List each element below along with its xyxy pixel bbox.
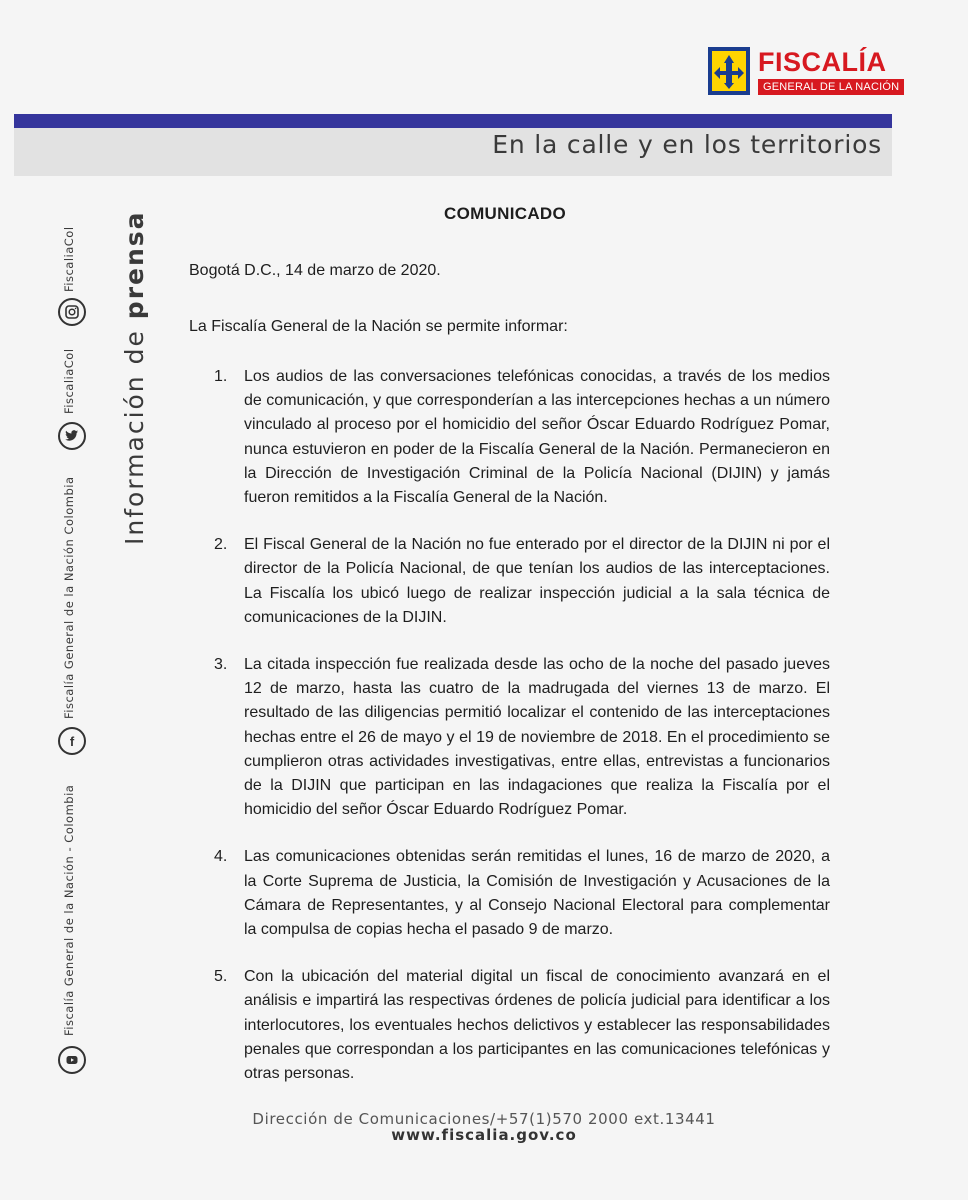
- twitter-icon[interactable]: [58, 422, 86, 450]
- document-title: COMUNICADO: [444, 204, 566, 223]
- item-number: 3.: [214, 656, 228, 674]
- youtube-icon[interactable]: [58, 1046, 86, 1074]
- instagram-handle: FiscaliaCol: [62, 226, 76, 292]
- facebook-page: Fiscalía General de la Nación Colombia: [62, 476, 76, 719]
- item-text: Los audios de las conversaciones telefónicas conocidas, a través de los medios de comunicación, y que corresponderían a las intercepciones hechas a un número vinculado al proceso por el homicidio del señor Óscar Eduardo Rodríguez Pomar, nunca estuvieron en poder de la Fiscalía General de la Nación. Permanecieron en la Dirección de Investigación Criminal de la Policía Nacional (DIJIN) y jamás fueron remitidos a la Fiscalía General de la Nación.: [244, 368, 830, 507]
- facebook-icon[interactable]: f: [58, 727, 86, 755]
- date-line: Bogotá D.C., 14 de marzo de 2020.: [189, 262, 441, 279]
- coat-of-arms-icon: [708, 47, 750, 95]
- list-item: [214, 653, 830, 822]
- item-number: 1.: [214, 368, 228, 385]
- twitter-handle: FiscaliaCol: [62, 348, 76, 414]
- instagram-icon[interactable]: [58, 298, 86, 326]
- item-number: 4.: [214, 848, 228, 866]
- logo-subtitle: GENERAL DE LA NACIÓN: [758, 79, 904, 95]
- press-label-bold: prensa: [120, 210, 149, 320]
- item-text: Con la ubicación del material digital un fiscal de conocimiento avanzará en el análisis e impartirá las respectivas órdenes de policía judicial para identificar a los interlocutores, los eventuales hechos delictivos y establecer las responsabilidades penales que correspondan a los participantes en las comunicaciones telefónicas y otras personas.: [244, 968, 830, 1083]
- list-item: [214, 845, 830, 942]
- list-item: [214, 965, 830, 1086]
- list-item: [214, 533, 830, 630]
- item-text: Las comunicaciones obtenidas serán remitidas el lunes, 16 de marzo de 2020, a la Corte Suprema de Justicia, la Comisión de Investigación y Acusaciones de la Cámara de Representantes, y al Consejo Nacional Electoral para complementar la compulsa de copias hecha el pasado 9 de marzo.: [244, 848, 830, 939]
- item-text: La citada inspección fue realizada desde las ocho de la noche del pasado jueves 12 de marzo, hasta las cuatro de la madrugada del viernes 13 de marzo. El resultado de las diligencias permitió localizar el contenido de las interceptaciones hechas entre el 26 de mayo y el 19 de noviembre de 2018. En el procedimiento se cumplieron otras actividades investigativas, entre ellas, entrevistas a funcionarios de la DIJIN que participan en las indagaciones que realiza la Fiscalía por el homicidio del señor Óscar Eduardo Rodríguez Pomar.: [244, 656, 830, 819]
- press-label-light: Información de: [120, 319, 149, 545]
- item-number: 2.: [214, 536, 228, 554]
- press-sidebar: [0, 0, 160, 1200]
- banner-slogan: En la calle y en los territorios: [492, 130, 882, 159]
- press-label: [120, 210, 149, 545]
- logo-name: FISCALÍA: [758, 47, 887, 77]
- youtube-channel: Fiscalía General de la Nación - Colombia: [62, 784, 76, 1036]
- footer-website[interactable]: www.fiscalia.gov.co: [391, 1126, 577, 1144]
- item-number: 5.: [214, 968, 228, 986]
- intro-line: La Fiscalía General de la Nación se permite informar:: [189, 318, 568, 335]
- fiscalia-logo: [708, 47, 904, 95]
- list-item: [214, 365, 830, 510]
- item-text: El Fiscal General de la Nación no fue enterado por el director de la DIJIN ni por el director de la Policía Nacional, de que tenían los audios de las interceptaciones. La Fiscalía los ubicó luego de realizar inspección judicial a la sala técnica de comunicaciones de la DIJIN.: [244, 536, 830, 626]
- statement-list: [214, 365, 830, 1109]
- footer-contact: Dirección de Comunicaciones/+57(1)570 2000 ext.13441: [252, 1110, 716, 1128]
